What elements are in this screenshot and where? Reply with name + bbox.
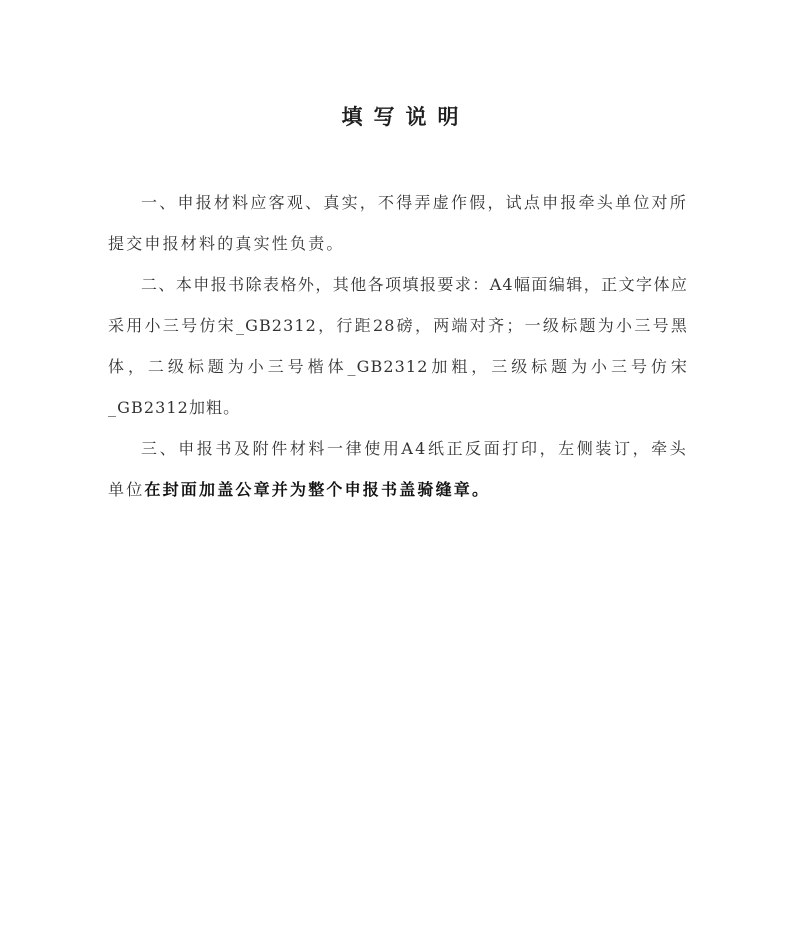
paragraph-2: 二、本申报书除表格外，其他各项填报要求：A4幅面编辑，正文字体应采用小三号仿宋_GB2312，行距28磅，两端对齐；一级标题为小三号黑体，二级标题为小三号楷体_GB2312加粗，三级标题为小三号仿宋_GB2312加粗。: [108, 275, 688, 417]
instructions-body: [108, 182, 688, 510]
paragraph-1: 一、申报材料应客观、真实，不得弄虚作假，试点申报牵头单位对所提交申报材料的真实性负责。: [108, 193, 688, 253]
paragraph-3-emphasis: 在封面加盖公章并为整个申报书盖骑缝章。: [144, 480, 491, 499]
paragraph-3: [108, 428, 688, 510]
paragraph-3-text: 三、申报书及附件材料一律使用A4纸正反面打印，左侧装订，牵头单位: [108, 439, 688, 499]
page-title: 填写说明: [341, 104, 470, 129]
